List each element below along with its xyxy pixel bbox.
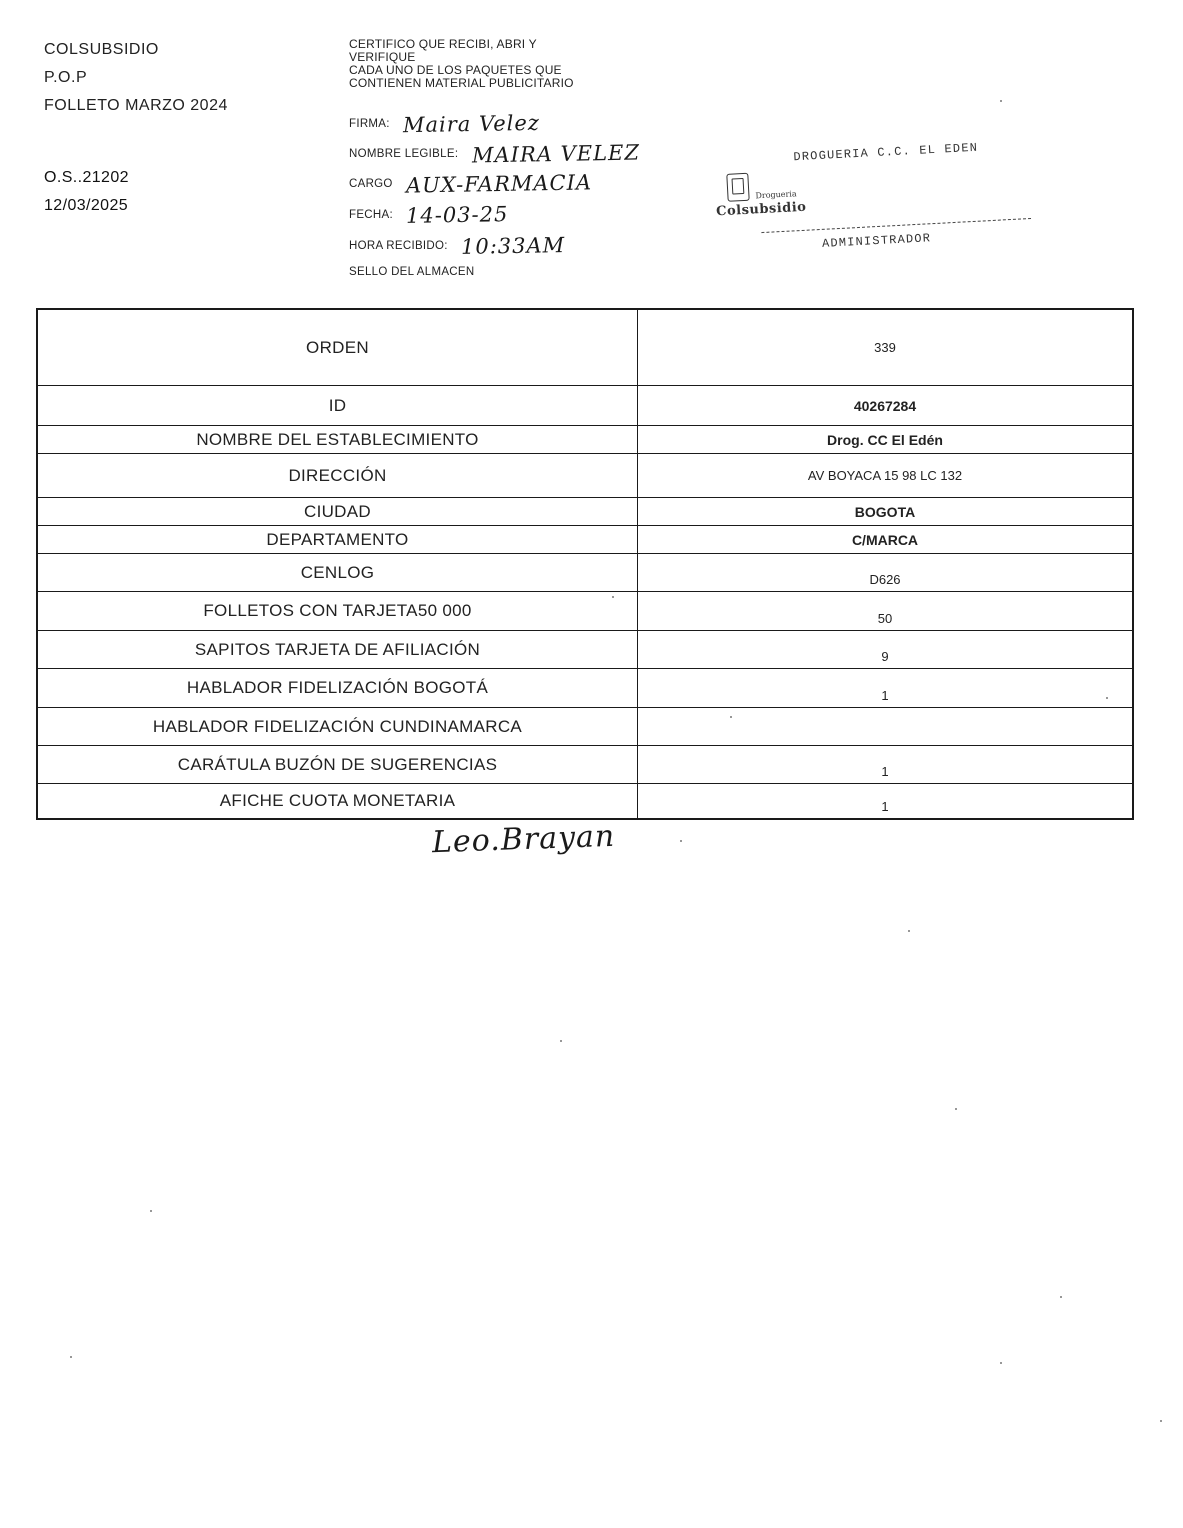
row-value: 50 bbox=[877, 611, 893, 626]
hora-label: HORA RECIBIDO: bbox=[349, 240, 448, 252]
os-number: O.S..21202 bbox=[44, 169, 129, 186]
certificate-line: CERTIFICO QUE RECIBI, ABRI Y bbox=[349, 37, 537, 51]
scan-speck bbox=[1160, 1420, 1162, 1422]
certificate-line: CADA UNO DE LOS PAQUETES QUE bbox=[349, 63, 562, 77]
fecha-label: FECHA: bbox=[349, 209, 393, 221]
nombre-field bbox=[349, 142, 640, 166]
stamp-role: ADMINISTRADOR bbox=[821, 231, 932, 251]
cargo-label: CARGO bbox=[349, 178, 393, 190]
fecha-field bbox=[349, 203, 509, 227]
table-row bbox=[38, 592, 1132, 631]
sello-label: SELLO DEL ALMACEN bbox=[349, 266, 475, 278]
firma-signature: Maira Velez bbox=[403, 110, 541, 138]
row-value: AV BOYACA 15 98 LC 132 bbox=[807, 468, 963, 483]
stamp-small-text: Drogueria bbox=[755, 189, 797, 201]
table-row bbox=[38, 708, 1132, 746]
row-label: CENLOG bbox=[38, 554, 638, 591]
scan-speck bbox=[612, 596, 614, 598]
cargo-field bbox=[349, 172, 592, 196]
table-row bbox=[38, 310, 1132, 386]
row-label: HABLADOR FIDELIZACIÓN BOGOTÁ bbox=[38, 669, 638, 707]
table-row bbox=[38, 498, 1132, 526]
scan-speck bbox=[1060, 1296, 1062, 1298]
scan-speck bbox=[560, 1040, 562, 1042]
row-value: 339 bbox=[874, 340, 896, 355]
row-label: ID bbox=[38, 386, 638, 425]
table-row bbox=[38, 631, 1132, 669]
certificate-text bbox=[349, 38, 574, 90]
colsubsidio-logo-icon bbox=[726, 173, 749, 202]
table-row bbox=[38, 784, 1132, 818]
scan-speck bbox=[1000, 1362, 1002, 1364]
row-value: 1 bbox=[881, 799, 889, 814]
brochure-title: FOLLETO MARZO 2024 bbox=[44, 97, 228, 114]
row-value: 1 bbox=[881, 688, 889, 703]
row-value: Drog. CC El Edén bbox=[827, 431, 943, 448]
row-value: 1 bbox=[881, 764, 889, 779]
row-value bbox=[638, 708, 1132, 745]
row-value: BOGOTA bbox=[854, 503, 916, 520]
header-block bbox=[44, 36, 228, 120]
row-label: CARÁTULA BUZÓN DE SUGERENCIAS bbox=[38, 746, 638, 783]
row-label: FOLLETOS CON TARJETA50 000 bbox=[38, 592, 638, 630]
table-row bbox=[38, 746, 1132, 784]
scan-speck bbox=[1106, 697, 1108, 699]
pop-label: P.O.P bbox=[44, 69, 88, 86]
row-label: CIUDAD bbox=[38, 498, 638, 525]
scan-speck bbox=[955, 1108, 957, 1110]
nombre-label: NOMBRE LEGIBLE: bbox=[349, 148, 459, 160]
row-value: D626 bbox=[869, 572, 901, 587]
certificate-line: VERIFIQUE bbox=[349, 50, 416, 64]
firma-label: FIRMA: bbox=[349, 118, 390, 130]
row-label: DIRECCIÓN bbox=[38, 454, 638, 497]
receiver-signature: Leo.Brayan bbox=[431, 818, 616, 861]
row-value: 40267284 bbox=[853, 397, 917, 414]
hora-field bbox=[349, 234, 565, 258]
row-label: NOMBRE DEL ESTABLECIMIENTO bbox=[38, 426, 638, 453]
sello-field bbox=[349, 266, 474, 278]
row-value: C/MARCA bbox=[851, 531, 919, 548]
scan-speck bbox=[1000, 100, 1002, 102]
row-label: ORDEN bbox=[38, 310, 638, 385]
scan-speck bbox=[150, 1210, 152, 1212]
certificate-line: CONTIENEN MATERIAL PUBLICITARIO bbox=[349, 76, 574, 90]
table-row bbox=[38, 669, 1132, 708]
scan-speck bbox=[730, 716, 732, 718]
company-name: COLSUBSIDIO bbox=[44, 41, 159, 58]
scan-speck bbox=[70, 1356, 72, 1358]
cargo-value: AUX-FARMACIA bbox=[405, 170, 593, 198]
row-label: DEPARTAMENTO bbox=[38, 526, 638, 553]
stamp-title: DROGUERIA C.C. EL EDEN bbox=[793, 140, 979, 165]
store-stamp bbox=[709, 129, 1045, 276]
os-date: 12/03/2025 bbox=[44, 197, 129, 214]
table-row bbox=[38, 526, 1132, 554]
row-label: AFICHE CUOTA MONETARIA bbox=[38, 784, 638, 818]
fecha-value: 14-03-25 bbox=[406, 202, 510, 228]
delivery-table bbox=[36, 308, 1134, 820]
order-service-block bbox=[44, 164, 129, 220]
nombre-value: MAIRA VELEZ bbox=[471, 140, 640, 168]
table-row bbox=[38, 554, 1132, 592]
row-value: 9 bbox=[881, 649, 889, 664]
stamp-brand: Colsubsidio bbox=[715, 199, 807, 220]
stamp-divider bbox=[761, 218, 1031, 233]
scan-speck bbox=[680, 840, 682, 842]
scan-speck bbox=[908, 930, 910, 932]
row-label: SAPITOS TARJETA DE AFILIACIÓN bbox=[38, 631, 638, 668]
firma-field bbox=[349, 112, 540, 136]
row-label: HABLADOR FIDELIZACIÓN CUNDINAMARCA bbox=[38, 708, 638, 745]
table-row bbox=[38, 426, 1132, 454]
table-row bbox=[38, 454, 1132, 498]
table-row bbox=[38, 386, 1132, 426]
hora-value: 10:33AM bbox=[461, 233, 566, 259]
